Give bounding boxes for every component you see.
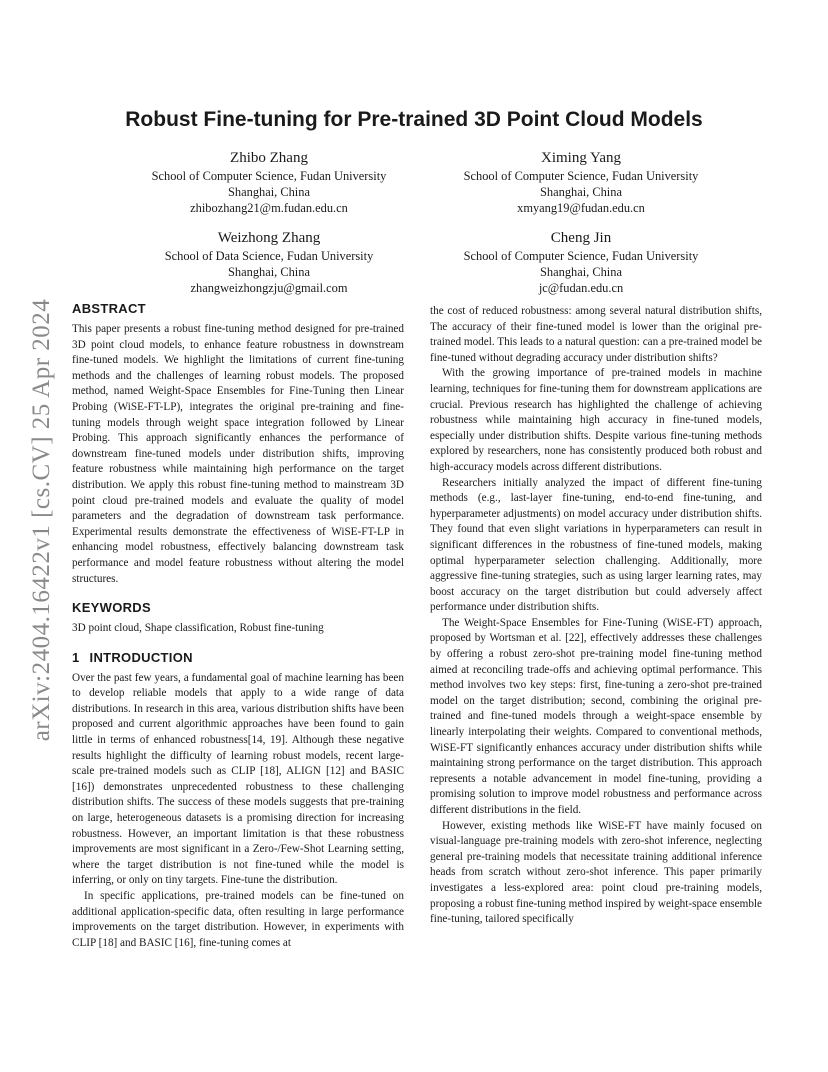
- paragraph: Over the past few years, a fundamental goal of machine learning has been to develop reliable models that apply to a wide range of data distributions. In research in this area, various distribution shifts have been proposed and current algorithmic approaches have been found to gain little in terms of enhanced robustness[14, 19]. Although these negative results highlight the difficulty of learning robust models, recent large-scale pre-trained models such as CLIP [18], ALIGN [12] and BASIC [16]) demonstrates unprecedented robustness to these challenging distribution shifts. The success of these models suggests that pre-training on large, heterogeneous datasets is a promising direction for increasing robustness. However, an important limitation is that these robustness improvements are most significant in a Zero-/Few-Shot Learning setting, where the target distribution is not fine-tuned while the model is inferring, or only on tiny targets. Fine-tune the distribution.: [72, 671, 404, 887]
- author-location: Shanghai, China: [228, 185, 310, 199]
- abstract-text: This paper presents a robust fine-tuning method designed for pre-trained 3D point cloud models, to enhance feature robustness in downstream fine-tuned models. We highlight the limitations of current fine-tuning methods and the challenges of learning robust models. The proposed method, named Weight-Space Ensembles for Fine-Tuning then Linear Probing (WiSE-FT-LP), integrates the original pre-training and fine-tuning models through weight space integration followed by Linear Probing. This approach significantly enhances the performance of downstream fine-tuned models under distribution shifts, improving feature robustness while maintaining high performance on the target distribution. We apply this robust fine-tuning method to mainstream 3D point cloud pre-trained models and evaluate the quality of model parameters and the degradation of downstream task performance. Experimental results demonstrate the effectiveness of WiSE-FT-LP in enhancing model robustness, effectively balancing downstream task performance and model feature robustness without altering the model structures.: [72, 323, 404, 585]
- arxiv-id-text: arXiv:2404.16422v1 [cs.CV] 25 Apr 2024: [28, 298, 55, 742]
- keywords-heading: KEYWORDS: [72, 600, 151, 616]
- paragraph: The Weight-Space Ensembles for Fine-Tuning (WiSE-FT) approach, proposed by Wortsman et al. [22], effectively addresses these challenges by offering a robust zero-shot pre-training model fine-tuning method aimed at reconciling trade-offs and achieving optimal performance. This method involves two key steps: first, fine-tuning a zero-shot pre-trained model on the target distribution; second, combining the original pre-trained and fine-tuned models through a weight-space ensemble by linearly interpolating their weights. Compared to conventional methods, WiSE-FT significantly enhances accuracy under distribution shifts while maintaining strong performance on the target distribution. This approach represents a notable advancement in model fine-tuning, providing a promising solution to improve model robustness and performance across different distributions in the field.: [430, 616, 762, 816]
- author-email[interactable]: zhangweizhongzju@gmail.com: [190, 281, 348, 295]
- author-name: Weizhong Zhang: [217, 230, 321, 246]
- author-email[interactable]: zhibozhang21@m.fudan.edu.cn: [190, 201, 348, 215]
- section-title: INTRODUCTION: [89, 649, 193, 665]
- arxiv-identifier: [22, 280, 62, 760]
- paragraph: Researchers initially analyzed the impact of different fine-tuning methods (e.g., last-layer fine-tuning, end-to-end fine-tuning, and hyperparameter adjustments) on model accuracy under distribution shifts. They found that even slight variations in hyperparameters can result in significant differences in the robustness of fine-tuned models, making optimal hyperparameter selection challenging. Additionally, more aggressive fine-tuning strategies, such as using larger learning rates, may boost accuracy on the target distribution but could adversely affect performance under distribution shifts.: [430, 476, 762, 614]
- author-name: Ximing Yang: [540, 150, 622, 166]
- author-location: Shanghai, China: [540, 185, 622, 199]
- author-location: Shanghai, China: [228, 265, 310, 279]
- paragraph: With the growing importance of pre-trained models in machine learning, techniques for fine-tuning them for downstream applications are crucial. Previous research has highlighted the challenge of achieving robustness while maintaining high accuracy in fine-tuned models, especially under distribution shifts. Despite various fine-tuning methods explored by researchers, none has consistently produced both robust and high-accuracy models across different distributions.: [430, 367, 762, 473]
- author-location: Shanghai, China: [540, 265, 622, 279]
- author-email[interactable]: xmyang19@fudan.edu.cn: [517, 201, 645, 215]
- author-block: [104, 148, 434, 216]
- section-number: 1: [72, 649, 80, 665]
- author-name: Zhibo Zhang: [230, 150, 308, 166]
- section-heading: [72, 649, 404, 667]
- author-block: [416, 228, 746, 296]
- abstract-heading: ABSTRACT: [72, 301, 146, 316]
- paragraph: the cost of reduced robustness: among several natural distribution shifts, The accuracy of their fine-tuned model is lower than the original pre-trained model. This leads to a natural question: can a pre-trained model be fine-tuned without degrading accuracy under distribution shifts?: [430, 305, 762, 364]
- author-block: [104, 228, 434, 296]
- author-email[interactable]: jc@fudan.edu.cn: [538, 281, 624, 295]
- author-affiliation: School of Computer Science, Fudan University: [463, 249, 699, 263]
- paper-title: Robust Fine-tuning for Pre-trained 3D Point Cloud Models: [125, 108, 703, 131]
- author-name: Cheng Jin: [550, 230, 612, 246]
- author-affiliation: School of Computer Science, Fudan University: [151, 169, 387, 183]
- author-affiliation: School of Computer Science, Fudan University: [463, 169, 699, 183]
- right-column: [430, 304, 762, 928]
- keywords-text: 3D point cloud, Shape classification, Robust fine-tuning: [72, 622, 324, 635]
- author-affiliation: School of Data Science, Fudan University: [164, 249, 374, 263]
- left-column: [72, 300, 404, 951]
- paragraph: However, existing methods like WiSE-FT have mainly focused on visual-language pre-training models with zero-shot inference, neglecting general pre-training models that necessitate training additional inference heads from scratch without zero-shot inference. This paper primarily investigates a less-explored area: point cloud pre-training models, proposing a robust fine-tuning method inspired by weight-space ensemble fine-tuning, tailored specifically: [430, 819, 762, 926]
- paragraph: In specific applications, pre-trained models can be fine-tuned on additional application-specific data, often resulting in large performance improvements on the target distribution. However, in experiments with CLIP [18] and BASIC [16], fine-tuning comes at: [72, 890, 404, 949]
- author-block: [416, 148, 746, 216]
